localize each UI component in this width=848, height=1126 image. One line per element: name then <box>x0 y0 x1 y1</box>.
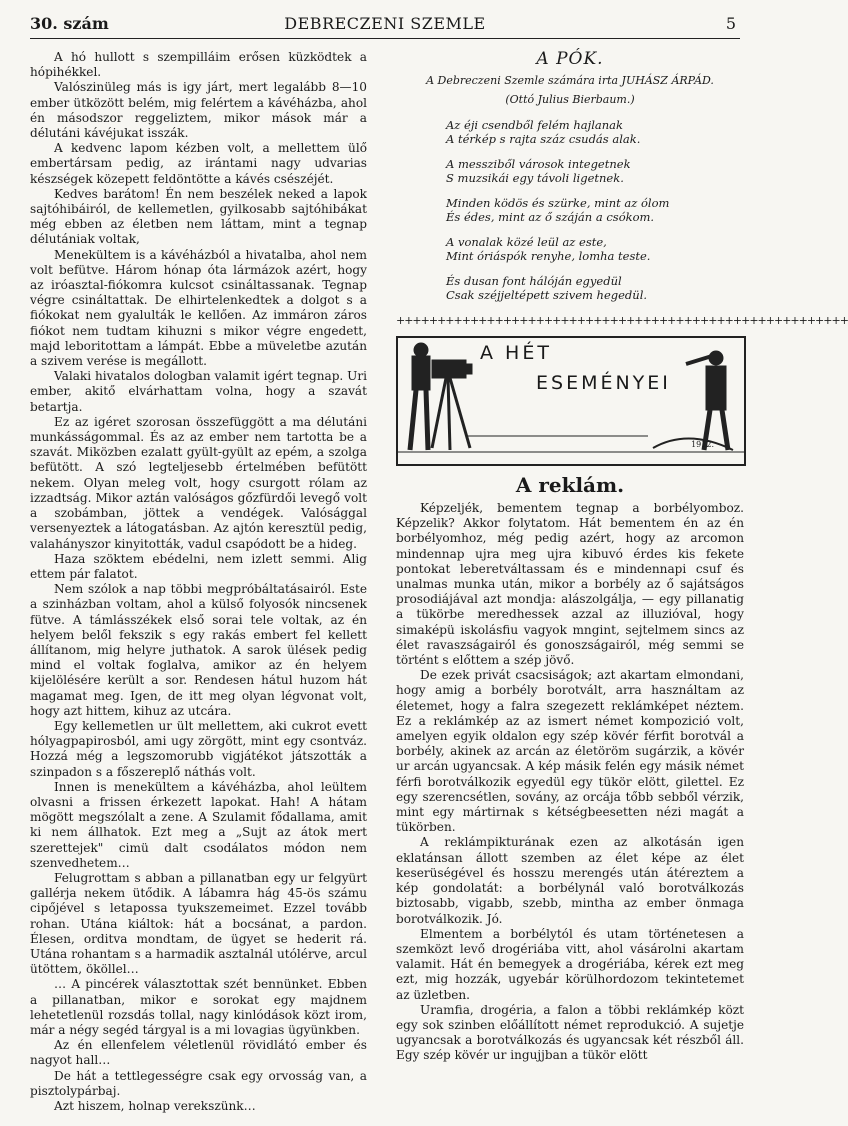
paragraph: De ezek privát csacsiságok; azt akartam elmondani, hogy amig a borbély borotvált, arra használtam az életemet, hogy a falra szegezett reklámképet néztem. Ez a reklámkép az az ismert német kompozició volt, amelyen egyik oldalon egy szép kövér férfit borotvál a borbély, akinek az arcán az életöröm sugárzik, a kövér ur arcán ugyancsak. A kép másik felén egy másik német férfi borotválkozik egyedül egy tükör elött, gilettel. Ez egy szerencsétlen, sovány, az orcája tőbb sebből vérzik, mint egy mártirnak s kétségbeesetten nézi magát a tükörben. <box>396 668 744 835</box>
poem-stanza <box>446 196 744 225</box>
photographer-head-icon <box>414 343 428 357</box>
banner-year: 1912. <box>691 439 714 449</box>
paragraph: A reklámpikturának ezen az alkotásán igen eklatánsan állott szemben az élet képe az élet keserüségével és hosszu merengés után átéreztem a kép gondolatát: a borbélynál való borotválkozás biztosabb, vigabb, szebb, mintha az ember önmaga borotválkozik. Jó. <box>396 835 744 926</box>
poem-stanza <box>446 118 744 147</box>
paragraph: Elmentem a borbélytól és utam történetesen a szemközt levő drogériába vitt, ahol vásárolni akartam valamit. Hát én bemegyek a drogériába, kérek ezt meg ezt, mig hozzák, ugyebár körülhordozom tekintetemet az üzletben. <box>396 926 744 1002</box>
poem-stanza <box>446 235 744 264</box>
poem-line: Csak széjjeltépett szivem hegedül. <box>446 288 648 303</box>
paragraph: Ez az igéret szorosan összefüggött a ma délutáni munkásságommal. És az az ember nem tartotta be a szavát. Miközben ezalatt gyült-gyült az epém, a szolga befütött. A szó legteljesebb értelmében befütött nekem. Olyan meleg volt, hogy csurgott rólam az izzadtság. Mikor aztán valóságos gőzfürdői levegő volt a szobámban, jöttek a vendégek. Valósággal versenyeztek a látogatásban. Az ajtón keresztül pedig, valahányszor kinyitották, vadul csapódott be a hideg. <box>30 414 367 551</box>
paragraph: Az én ellenfelem véletlenül rövidlátó ember és nagyot hall… <box>30 1038 367 1068</box>
poem-line: A messziből városok integetnek <box>446 156 631 171</box>
poem-line: Az éji csendből felém hajlanak <box>446 117 623 132</box>
paragraph: A kedvenc lapom kézben volt, a mellettem ülő embertársam pedig, az irántami nagy udvarias készségek közepett feldöntötte a kávés csészéjét. <box>30 141 367 186</box>
poem-subtitle: A Debreczeni Szemle számára irta JUHÁSZ ÁRPÁD. <box>426 74 714 88</box>
article-title: A reklám. <box>515 472 625 497</box>
ornamental-divider: +++++++++++++++++++++++++++++++++++++++++++++++++++++++ <box>396 313 848 327</box>
poem-line: És dusan font hálóján egyedül <box>446 273 622 288</box>
poem-stanza <box>446 157 744 186</box>
left-column <box>30 50 367 1114</box>
issue-number: 30. szám <box>30 14 109 33</box>
paragraph: Képzeljék, bementem tegnap a borbélyomboz. Képzelik? Akkor folytatom. Hát bementem én az én borbélyomhoz, még pedig azért, hogy az arcomon mindennap ujra meg ujra kibuvó érdes kis fekete pontokat leberetváltassam és e mindennapi csuf és unalmas munka után, mikor a borbély az ő sajátságos prosodiájával azt mondja: alászolgálja, — egy pillanatig a tükörbe meredhessek azzal az illuzióval, hogy simaképü iskolásfiu vagyok mngint, sejtelmem sincs az élet ravaszságairól és gonoszságairól, még semmi se történt s előttem a szép jövő. <box>396 501 744 668</box>
page-header <box>30 14 740 39</box>
paragraph: De hát a tettlegességre csak egy orvosság van, a pisztolypárbaj. <box>30 1068 367 1098</box>
poem-credit: (Ottó Julius Bierbaum.) <box>505 93 635 107</box>
page-number: 5 <box>725 14 736 33</box>
photographer-body-icon <box>412 356 430 390</box>
banner-text-line2: ESEMÉNYEI <box>536 371 671 394</box>
paragraph: Haza szöktem ebédelni, nem izlett semmi. Alig ettem pár falatot. <box>30 551 367 581</box>
paragraph: Valószinüleg más is igy járt, mert legalább 8—10 ember ütközött belém, mig felértem a kávéházba, ahol én másodszor reggeliztem, mikor mások már a délutáni kávéjukat isszák. <box>30 80 367 141</box>
poem-line: Minden ködös és szürke, mint az ólom <box>446 195 670 210</box>
poem-line: És édes, mint az ő száján a csókom. <box>446 210 655 225</box>
paragraph: Kedves barátom! Én nem beszélek neked a lapok sajtóhibáiról, de kellemetlen, gyilkosabb sajtóhibákat még ebben az életben nem láttam, mint a tegnap délutániak voltak, <box>30 186 367 247</box>
camera-icon <box>432 360 466 378</box>
paragraph: Nem szólok a nap többi megpróbáltatásairól. Este a szinházban voltam, ahol a külső folyosók nincsenek fütve. A támlásszékek első sorai tele voltak, az én helyem belől fekszik s egy rakás embert fel kellett állítanom, mig helyre juthatok. A sarok ülések pedig mind el voltak foglalva, amikor az én helyem kijelölésére került a sor. Rendesen hátul huzom hát magamat meg. Igen, de itt meg olyan légvonat volt, hogy azt hittem, kihuz az utcára. <box>30 582 367 718</box>
poem-line: S muzsikái egy távoli ligetnek. <box>446 171 624 186</box>
paragraph: A hó hullott s szempilláim erősen küzködtek a hópihékkel. <box>30 50 367 80</box>
paragraph: Menekültem is a kávéházból a hivatalba, ahol nem volt befütve. Három hónap óta lármázok azért, hogy az iróasztal-fiókomra kulcsot csináltassanak. Tegnap végre csináltattak. De elhirtelenkedtek a dolgot s a fiókokat nem gyalulták le kellően. Az immáron záros fiókot nem tudtam kihuzni s mikor végre engedett, majd leboritottam a lámpát. Ebbe a müveletbe azután a szivem verése is megállott. <box>30 247 367 369</box>
poem-line: A vonalak közé leül az este, <box>446 234 607 249</box>
poem-stanza <box>446 274 744 303</box>
telescope-icon <box>686 356 712 364</box>
banner-text-line1: A HÉT <box>480 341 552 364</box>
poem-title: A PÓK. <box>536 49 604 69</box>
journal-title: DEBRECZENI SZEMLE <box>284 14 486 33</box>
right-column <box>396 49 848 1064</box>
paragraph: Azt hiszem, holnap verekszünk… <box>54 1099 256 1114</box>
paragraph: … A pincérek választottak szét bennünket. Ebben a pillanatban, mikor e sorokat egy majdnem lehetetlenül rozsdás tollal, nagy kinlódások közt irom, már a négy segéd tárgyal is a mi lovagias ügyünkben. <box>30 977 367 1037</box>
paragraph: Felugrottam s abban a pillanatban egy ur felgyürt gallérja nekem ütődik. A lábamra hág 45-ös számu cipőjével s letapossa tyukszemeimet. Ezzel tovább rohan. Utána kiáltok: hát a bocsánat, a pardon. Élesen, orditva mondtam, de ügyet se hederit rá. Utána rohantam s a harmadik asztalnál utólérve, arcul ütöttem, ököllel… <box>30 870 367 977</box>
poem-line: A térkép s rajta száz csudás alak. <box>446 132 641 147</box>
paragraph: Egy kellemetlen ur ült mellettem, aki cukrot evett hólyagpapirosból, ami ugy zörgött, mint egy csontváz. Hozzá még a legszomorubb vigjátékot játszották a szinpadon s a főszereplő náthás volt. <box>30 718 367 779</box>
section-banner <box>396 336 746 466</box>
poem-line: Mint óriáspók renyhe, lomha teste. <box>446 249 651 264</box>
paragraph: Valaki hivatalos dologban valamit igért tegnap. Uri ember, akitő elvárhattam volna, hogy a szavát betartja. <box>30 369 367 414</box>
paragraph: Uramfia, drogéria, a falon a többi reklámkép közt egy sok szinben előállított német reprodukció. A sujetje ugyancsak a borotválkozás és ugyancsak két részből áll. Egy szép kövér ur ingujjban a tükör elött <box>396 1002 744 1063</box>
paragraph: Innen is menekültem a kávéházba, ahol leültem olvasni a frissen érkezett lapokat. Hah! A hátam mögött megszólalt a zene. A Szulamit fődallama, amit ki nem állhatok. Ezt meg a „Sujt az átok mert szerettejek" cimü dalt csodálatos módon nem szenvedhetem… <box>30 779 367 870</box>
